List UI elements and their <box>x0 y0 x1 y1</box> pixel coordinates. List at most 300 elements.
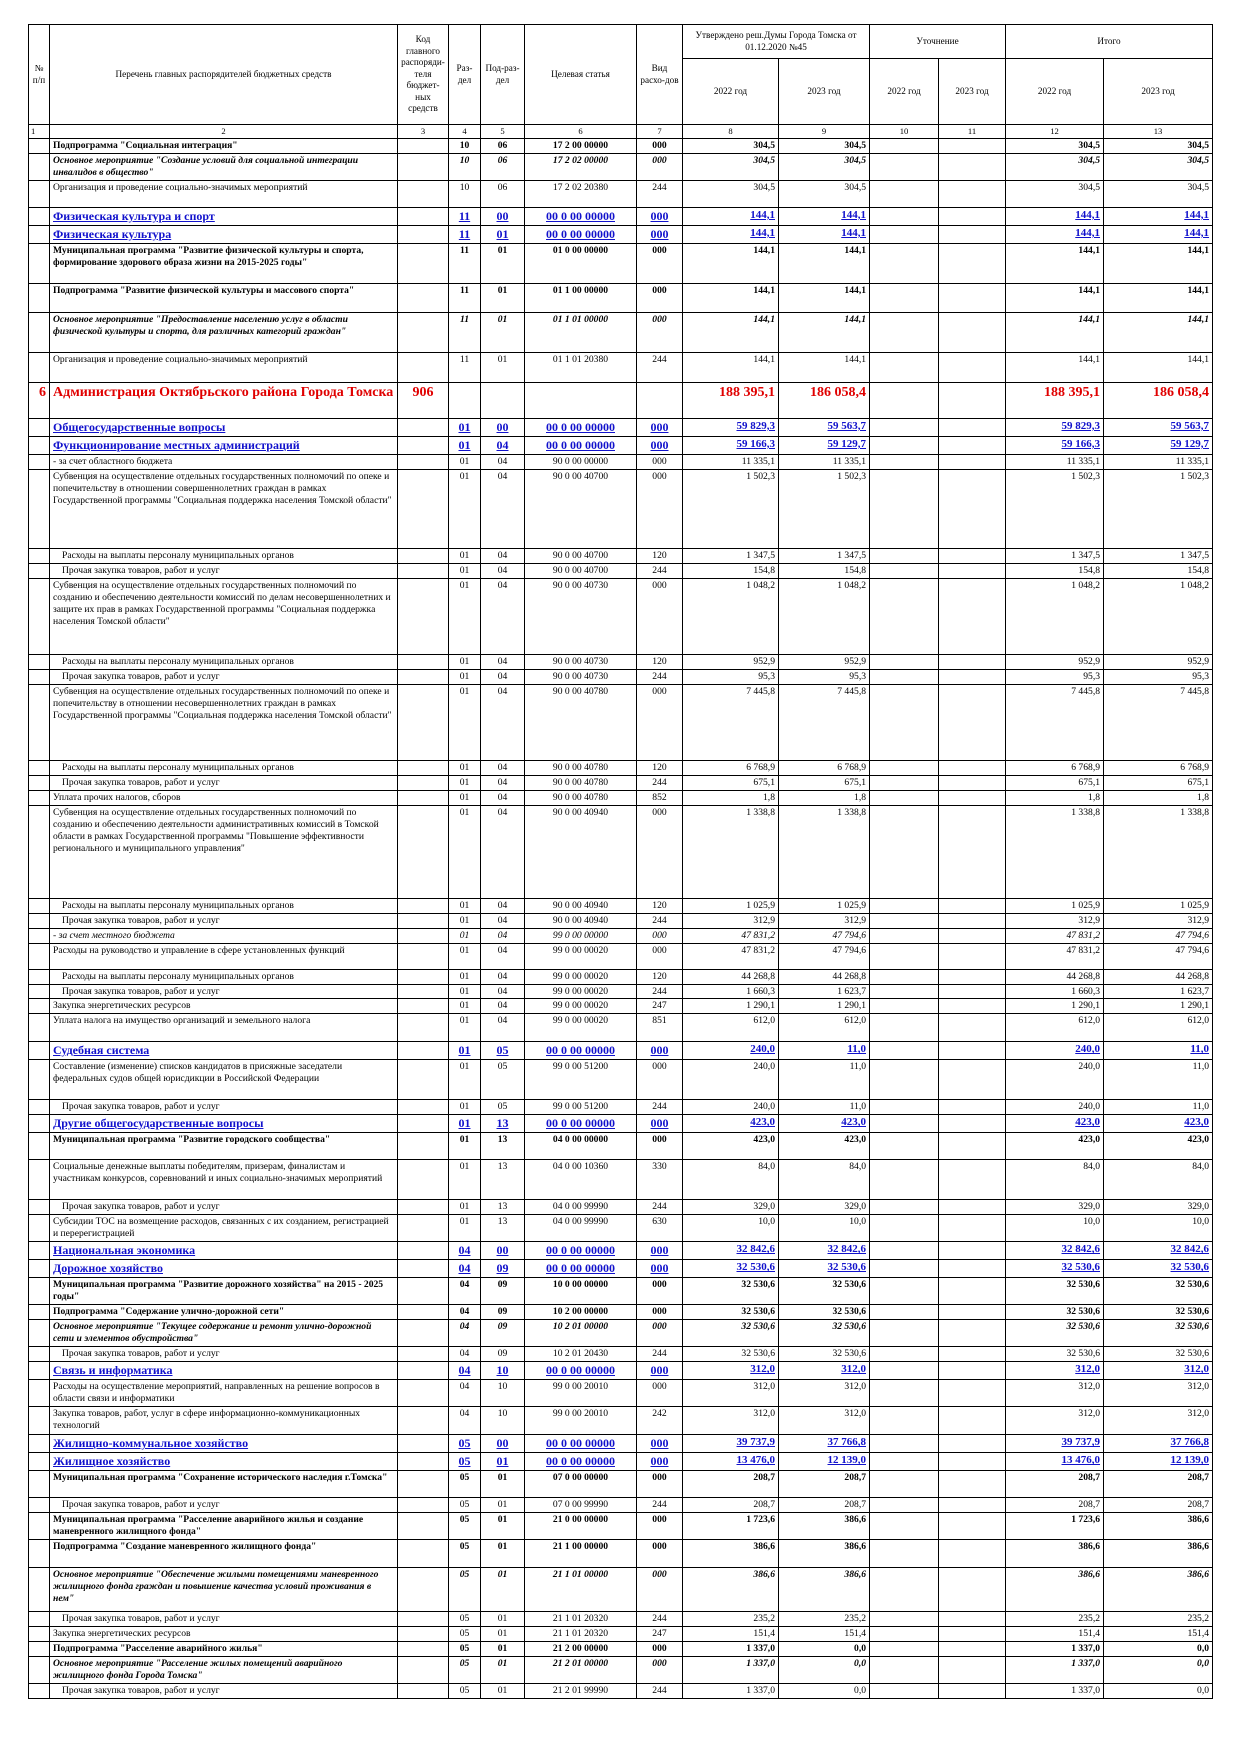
table-row <box>29 1305 1213 1320</box>
cell-clarify-2022 <box>870 1642 939 1657</box>
cell-approved-2022: 32 530,6 <box>683 1347 779 1362</box>
table-row <box>29 999 1213 1014</box>
cell-approved-2023: 208,7 <box>779 1498 870 1513</box>
cell-num <box>29 1278 50 1305</box>
cell-name: Расходы на выплаты персоналу муниципальных органов <box>50 654 398 669</box>
cell-code <box>398 1407 449 1435</box>
cell-clarify-2023 <box>939 1498 1006 1513</box>
cell-clarify-2022 <box>870 563 939 578</box>
cell-total-2023: 11,0 <box>1104 1100 1213 1115</box>
cell-name: Расходы на выплаты персоналу муниципальных органов <box>50 898 398 913</box>
cell-razdel: 04 <box>449 1278 481 1305</box>
table-row <box>29 243 1213 283</box>
cell-code <box>398 1362 449 1380</box>
table-row <box>29 1657 1213 1684</box>
cell-approved-2022: 32 530,6 <box>683 1320 779 1347</box>
cell-podrazdel: 09 <box>481 1278 525 1305</box>
cell-clarify-2023 <box>939 1115 1006 1133</box>
cell-razdel: 11 <box>449 283 481 312</box>
cell-total-2022: 1 337,0 <box>1006 1684 1104 1699</box>
cell-approved-2023: 1 347,5 <box>779 548 870 563</box>
cell-razdel: 01 <box>449 1200 481 1215</box>
cell-approved-2023: 144,1 <box>779 243 870 283</box>
cell-total-2022: 44 268,8 <box>1006 969 1104 984</box>
cell-clarify-2023 <box>939 984 1006 999</box>
cell-total-2023: 304,5 <box>1104 180 1213 207</box>
cell-approved-2022: 144,1 <box>683 312 779 352</box>
cell-name: Подпрограмма "Социальная интеграция" <box>50 138 398 153</box>
cell-target: 90 0 00 40780 <box>525 684 637 760</box>
cell-vid: 000 <box>637 1657 683 1684</box>
cell-total-2023: 144,1 <box>1104 243 1213 283</box>
cell-total-2022: 151,4 <box>1006 1627 1104 1642</box>
table-row <box>29 1060 1213 1100</box>
cell-num <box>29 1435 50 1453</box>
cell-clarify-2023 <box>939 928 1006 943</box>
cell-target: 21 1 01 00000 <box>525 1568 637 1612</box>
cell-total-2022: 154,8 <box>1006 563 1104 578</box>
cell-razdel: 01 <box>449 898 481 913</box>
cell-total-2023: 386,6 <box>1104 1540 1213 1568</box>
cell-name: - за счет местного бюджета <box>50 928 398 943</box>
cell-podrazdel: 06 <box>481 180 525 207</box>
cell-approved-2022: 13 476,0 <box>683 1453 779 1471</box>
cell-vid: 000 <box>637 436 683 454</box>
cell-clarify-2023 <box>939 1320 1006 1347</box>
cell-podrazdel: 04 <box>481 684 525 760</box>
cell-approved-2022: 59 166,3 <box>683 436 779 454</box>
cell-approved-2022: 154,8 <box>683 563 779 578</box>
cell-name: Прочая закупка товаров, работ и услуг <box>50 1100 398 1115</box>
cell-podrazdel: 04 <box>481 669 525 684</box>
cell-target: 00 0 00 00000 <box>525 1115 637 1133</box>
section-row <box>29 436 1213 454</box>
cell-clarify-2022 <box>870 283 939 312</box>
cell-num <box>29 805 50 898</box>
cell-approved-2023: 312,9 <box>779 913 870 928</box>
cell-num <box>29 1498 50 1513</box>
cell-total-2022: 47 831,2 <box>1006 928 1104 943</box>
cell-razdel: 04 <box>449 1242 481 1260</box>
cell-code <box>398 352 449 382</box>
colnum: 10 <box>870 125 939 139</box>
cell-code <box>398 1657 449 1684</box>
cell-clarify-2022 <box>870 775 939 790</box>
cell-approved-2023: 11,0 <box>779 1060 870 1100</box>
cell-approved-2023: 1 502,3 <box>779 469 870 548</box>
cell-approved-2023: 7 445,8 <box>779 684 870 760</box>
cell-vid: 000 <box>637 1435 683 1453</box>
cell-approved-2023: 312,0 <box>779 1380 870 1407</box>
cell-clarify-2022 <box>870 999 939 1014</box>
cell-podrazdel: 06 <box>481 138 525 153</box>
cell-code: 906 <box>398 382 449 418</box>
cell-approved-2022: 240,0 <box>683 1042 779 1060</box>
cell-total-2022: 312,0 <box>1006 1407 1104 1435</box>
cell-approved-2022: 208,7 <box>683 1471 779 1498</box>
table-row <box>29 1498 1213 1513</box>
cell-clarify-2022 <box>870 243 939 283</box>
cell-code <box>398 1347 449 1362</box>
cell-code <box>398 469 449 548</box>
cell-razdel: 04 <box>449 1347 481 1362</box>
cell-razdel: 01 <box>449 805 481 898</box>
cell-target: 99 0 00 00020 <box>525 969 637 984</box>
cell-total-2022: 208,7 <box>1006 1498 1104 1513</box>
cell-num <box>29 943 50 969</box>
cell-podrazdel: 01 <box>481 1498 525 1513</box>
cell-razdel: 04 <box>449 1362 481 1380</box>
cell-razdel: 01 <box>449 928 481 943</box>
cell-target: 04 0 00 99990 <box>525 1200 637 1215</box>
cell-approved-2022: 6 768,9 <box>683 760 779 775</box>
cell-total-2023: 10,0 <box>1104 1215 1213 1242</box>
cell-approved-2022: 423,0 <box>683 1115 779 1133</box>
cell-podrazdel <box>481 382 525 418</box>
cell-code <box>398 898 449 913</box>
cell-code <box>398 243 449 283</box>
cell-vid: 244 <box>637 913 683 928</box>
cell-name: Прочая закупка товаров, работ и услуг <box>50 775 398 790</box>
table-row <box>29 1540 1213 1568</box>
cell-total-2022: 144,1 <box>1006 225 1104 243</box>
cell-clarify-2023 <box>939 454 1006 469</box>
cell-total-2022: 312,9 <box>1006 913 1104 928</box>
table-row <box>29 805 1213 898</box>
cell-code <box>398 999 449 1014</box>
cell-target: 90 0 00 40940 <box>525 913 637 928</box>
cell-name: Национальная экономика <box>50 1242 398 1260</box>
cell-num <box>29 999 50 1014</box>
cell-name: Физическая культура и спорт <box>50 207 398 225</box>
cell-clarify-2022 <box>870 969 939 984</box>
cell-clarify-2022 <box>870 1568 939 1612</box>
cell-name: Организация и проведение социально-значимых мероприятий <box>50 180 398 207</box>
cell-razdel: 01 <box>449 1215 481 1242</box>
cell-clarify-2022 <box>870 1627 939 1642</box>
table-row <box>29 563 1213 578</box>
cell-approved-2022: 240,0 <box>683 1060 779 1100</box>
cell-total-2022: 32 530,6 <box>1006 1260 1104 1278</box>
cell-approved-2023: 312,0 <box>779 1407 870 1435</box>
cell-razdel: 04 <box>449 1260 481 1278</box>
colnum: 2 <box>50 125 398 139</box>
cell-clarify-2023 <box>939 1657 1006 1684</box>
cell-total-2023: 12 139,0 <box>1104 1453 1213 1471</box>
colnum: 4 <box>449 125 481 139</box>
cell-num <box>29 138 50 153</box>
cell-target: 90 0 00 40700 <box>525 548 637 563</box>
cell-num <box>29 1042 50 1060</box>
section-row <box>29 1042 1213 1060</box>
cell-target: 10 2 01 00000 <box>525 1320 637 1347</box>
cell-approved-2022: 312,0 <box>683 1407 779 1435</box>
cell-code <box>398 578 449 654</box>
cell-clarify-2022 <box>870 1380 939 1407</box>
cell-approved-2023: 11,0 <box>779 1042 870 1060</box>
cell-code <box>398 1453 449 1471</box>
cell-name: Прочая закупка товаров, работ и услуг <box>50 563 398 578</box>
cell-vid: 000 <box>637 225 683 243</box>
header-target: Целевая статья <box>525 25 637 125</box>
cell-vid: 000 <box>637 1513 683 1540</box>
cell-clarify-2023 <box>939 578 1006 654</box>
cell-code <box>398 1540 449 1568</box>
header-approved: Утверждено реш.Думы Города Томска от 01.12.2020 №45 <box>683 25 870 59</box>
cell-clarify-2023 <box>939 312 1006 352</box>
cell-approved-2022: 423,0 <box>683 1133 779 1160</box>
cell-clarify-2023 <box>939 1642 1006 1657</box>
cell-approved-2023: 32 530,6 <box>779 1305 870 1320</box>
cell-clarify-2022 <box>870 1200 939 1215</box>
cell-clarify-2022 <box>870 1160 939 1200</box>
cell-clarify-2023 <box>939 805 1006 898</box>
cell-name: Составление (изменение) списков кандидатов в присяжные заседатели федеральных судов общей юрисдикции в Российской Федерации <box>50 1060 398 1100</box>
cell-code <box>398 1435 449 1453</box>
table-row <box>29 1215 1213 1242</box>
cell-num <box>29 563 50 578</box>
cell-approved-2022: 1 290,1 <box>683 999 779 1014</box>
cell-total-2022: 1 347,5 <box>1006 548 1104 563</box>
cell-clarify-2023 <box>939 1407 1006 1435</box>
cell-razdel: 01 <box>449 1115 481 1133</box>
cell-total-2022: 7 445,8 <box>1006 684 1104 760</box>
cell-num <box>29 775 50 790</box>
cell-razdel: 01 <box>449 999 481 1014</box>
cell-clarify-2023 <box>939 180 1006 207</box>
cell-name: Расходы на выплаты персоналу муниципальных органов <box>50 969 398 984</box>
cell-clarify-2023 <box>939 1513 1006 1540</box>
cell-podrazdel: 00 <box>481 418 525 436</box>
cell-podrazdel: 04 <box>481 898 525 913</box>
cell-approved-2022: 304,5 <box>683 153 779 180</box>
cell-num <box>29 1347 50 1362</box>
cell-razdel: 11 <box>449 352 481 382</box>
cell-num <box>29 283 50 312</box>
cell-razdel: 05 <box>449 1471 481 1498</box>
cell-approved-2023: 0,0 <box>779 1642 870 1657</box>
cell-num <box>29 969 50 984</box>
cell-clarify-2023 <box>939 243 1006 283</box>
cell-target: 99 0 00 00020 <box>525 984 637 999</box>
cell-code <box>398 1060 449 1100</box>
cell-vid: 330 <box>637 1160 683 1200</box>
cell-razdel: 11 <box>449 225 481 243</box>
cell-vid: 120 <box>637 654 683 669</box>
cell-total-2023: 329,0 <box>1104 1200 1213 1215</box>
cell-clarify-2023 <box>939 1060 1006 1100</box>
cell-total-2023: 59 129,7 <box>1104 436 1213 454</box>
cell-total-2022: 47 831,2 <box>1006 943 1104 969</box>
cell-clarify-2023 <box>939 1260 1006 1278</box>
cell-name: Социальные денежные выплаты победителям, призерам, финалистам и участникам конкурсов, соревнований и иных социально-значимых мероприятий <box>50 1160 398 1200</box>
cell-clarify-2022 <box>870 454 939 469</box>
cell-name: - за счет областного бюджета <box>50 454 398 469</box>
cell-clarify-2022 <box>870 312 939 352</box>
cell-code <box>398 207 449 225</box>
cell-podrazdel: 09 <box>481 1305 525 1320</box>
cell-vid: 244 <box>637 984 683 999</box>
cell-total-2022: 1 025,9 <box>1006 898 1104 913</box>
cell-vid: 244 <box>637 1347 683 1362</box>
cell-total-2022: 1 660,3 <box>1006 984 1104 999</box>
cell-code <box>398 1242 449 1260</box>
cell-target: 99 0 00 00000 <box>525 928 637 943</box>
cell-clarify-2022 <box>870 1215 939 1242</box>
cell-code <box>398 1380 449 1407</box>
cell-podrazdel: 10 <box>481 1362 525 1380</box>
table-row <box>29 1684 1213 1699</box>
header-approved-2023: 2023 год <box>779 59 870 125</box>
cell-num <box>29 207 50 225</box>
cell-approved-2022: 1 723,6 <box>683 1513 779 1540</box>
cell-approved-2022: 144,1 <box>683 352 779 382</box>
cell-vid: 244 <box>637 563 683 578</box>
cell-target: 21 1 00 00000 <box>525 1540 637 1568</box>
cell-code <box>398 790 449 805</box>
cell-total-2023: 1 338,8 <box>1104 805 1213 898</box>
cell-approved-2022: 144,1 <box>683 225 779 243</box>
cell-clarify-2022 <box>870 1362 939 1380</box>
cell-target: 10 2 00 00000 <box>525 1305 637 1320</box>
cell-code <box>398 1115 449 1133</box>
cell-name: Муниципальная программа "Расселение аварийного жилья и создание маневренного жилищного фонда" <box>50 1513 398 1540</box>
header-clarify-2023: 2023 год <box>939 59 1006 125</box>
cell-clarify-2022 <box>870 1435 939 1453</box>
cell-code <box>398 943 449 969</box>
cell-total-2023: 675,1 <box>1104 775 1213 790</box>
cell-num <box>29 654 50 669</box>
cell-podrazdel: 01 <box>481 1513 525 1540</box>
cell-podrazdel: 01 <box>481 1568 525 1612</box>
cell-target: 04 0 00 10360 <box>525 1160 637 1200</box>
cell-approved-2022: 1,8 <box>683 790 779 805</box>
cell-name: Администрация Октябрьского района Города Томска <box>50 382 398 418</box>
cell-num <box>29 790 50 805</box>
cell-podrazdel: 04 <box>481 913 525 928</box>
cell-code <box>398 1320 449 1347</box>
cell-vid: 244 <box>637 1100 683 1115</box>
cell-total-2023: 1 290,1 <box>1104 999 1213 1014</box>
cell-total-2022: 1 502,3 <box>1006 469 1104 548</box>
cell-clarify-2023 <box>939 669 1006 684</box>
cell-clarify-2022 <box>870 1684 939 1699</box>
cell-clarify-2023 <box>939 1362 1006 1380</box>
cell-num <box>29 898 50 913</box>
cell-target: 01 1 00 00000 <box>525 283 637 312</box>
cell-target: 21 1 01 20320 <box>525 1627 637 1642</box>
cell-clarify-2022 <box>870 1657 939 1684</box>
cell-total-2022: 240,0 <box>1006 1100 1104 1115</box>
cell-vid: 000 <box>637 1380 683 1407</box>
cell-code <box>398 454 449 469</box>
table-row <box>29 1347 1213 1362</box>
table-row <box>29 352 1213 382</box>
header-approved-2022: 2022 год <box>683 59 779 125</box>
cell-code <box>398 1568 449 1612</box>
table-row <box>29 1278 1213 1305</box>
cell-total-2023: 32 530,6 <box>1104 1320 1213 1347</box>
cell-approved-2022: 47 831,2 <box>683 943 779 969</box>
cell-razdel: 01 <box>449 760 481 775</box>
colnum: 13 <box>1104 125 1213 139</box>
cell-approved-2022: 84,0 <box>683 1160 779 1200</box>
cell-clarify-2023 <box>939 775 1006 790</box>
cell-approved-2022: 1 347,5 <box>683 548 779 563</box>
table-row <box>29 1014 1213 1042</box>
cell-total-2023: 47 794,6 <box>1104 943 1213 969</box>
cell-vid: 000 <box>637 1060 683 1100</box>
cell-clarify-2022 <box>870 1042 939 1060</box>
cell-razdel: 01 <box>449 969 481 984</box>
cell-target: 90 0 00 40700 <box>525 563 637 578</box>
cell-name: Жилищное хозяйство <box>50 1453 398 1471</box>
cell-num <box>29 928 50 943</box>
cell-approved-2023: 144,1 <box>779 312 870 352</box>
cell-code <box>398 775 449 790</box>
cell-total-2023: 11,0 <box>1104 1060 1213 1100</box>
cell-vid: 000 <box>637 1305 683 1320</box>
cell-approved-2023: 386,6 <box>779 1568 870 1612</box>
cell-razdel: 01 <box>449 1014 481 1042</box>
cell-clarify-2023 <box>939 436 1006 454</box>
cell-razdel: 01 <box>449 418 481 436</box>
cell-approved-2022: 32 530,6 <box>683 1278 779 1305</box>
cell-clarify-2022 <box>870 898 939 913</box>
cell-approved-2023: 12 139,0 <box>779 1453 870 1471</box>
table-row <box>29 469 1213 548</box>
table-row <box>29 1100 1213 1115</box>
cell-total-2023: 304,5 <box>1104 153 1213 180</box>
cell-clarify-2023 <box>939 1380 1006 1407</box>
cell-name: Муниципальная программа "Развитие городского сообщества" <box>50 1133 398 1160</box>
cell-vid: 244 <box>637 180 683 207</box>
cell-vid: 244 <box>637 1498 683 1513</box>
cell-name: Основное мероприятие "Обеспечение жилыми помещениями маневренного жилищного фонда граждан и повышение качества условий проживания в нем" <box>50 1568 398 1612</box>
cell-approved-2023: 59 563,7 <box>779 418 870 436</box>
cell-approved-2022: 240,0 <box>683 1100 779 1115</box>
cell-num <box>29 760 50 775</box>
table-row <box>29 913 1213 928</box>
cell-total-2023: 423,0 <box>1104 1115 1213 1133</box>
cell-name: Расходы на выплаты персоналу муниципальных органов <box>50 760 398 775</box>
cell-clarify-2023 <box>939 469 1006 548</box>
table-row <box>29 1200 1213 1215</box>
cell-approved-2022: 304,5 <box>683 138 779 153</box>
budget-table <box>28 24 1213 1699</box>
cell-total-2022: 304,5 <box>1006 138 1104 153</box>
cell-clarify-2023 <box>939 1627 1006 1642</box>
cell-target: 21 2 01 99990 <box>525 1684 637 1699</box>
cell-clarify-2022 <box>870 1260 939 1278</box>
cell-vid: 000 <box>637 1042 683 1060</box>
cell-total-2022: 386,6 <box>1006 1540 1104 1568</box>
cell-num <box>29 1568 50 1612</box>
cell-num: 6 <box>29 382 50 418</box>
cell-num <box>29 1160 50 1200</box>
cell-total-2023: 32 842,6 <box>1104 1242 1213 1260</box>
cell-razdel: 01 <box>449 436 481 454</box>
cell-vid: 247 <box>637 999 683 1014</box>
section-row <box>29 1453 1213 1471</box>
cell-target: 10 0 00 00000 <box>525 1278 637 1305</box>
cell-name: Прочая закупка товаров, работ и услуг <box>50 1200 398 1215</box>
budget-sheet <box>28 24 1212 1699</box>
cell-code <box>398 805 449 898</box>
cell-total-2023: 312,0 <box>1104 1407 1213 1435</box>
cell-podrazdel: 01 <box>481 312 525 352</box>
cell-clarify-2023 <box>939 563 1006 578</box>
